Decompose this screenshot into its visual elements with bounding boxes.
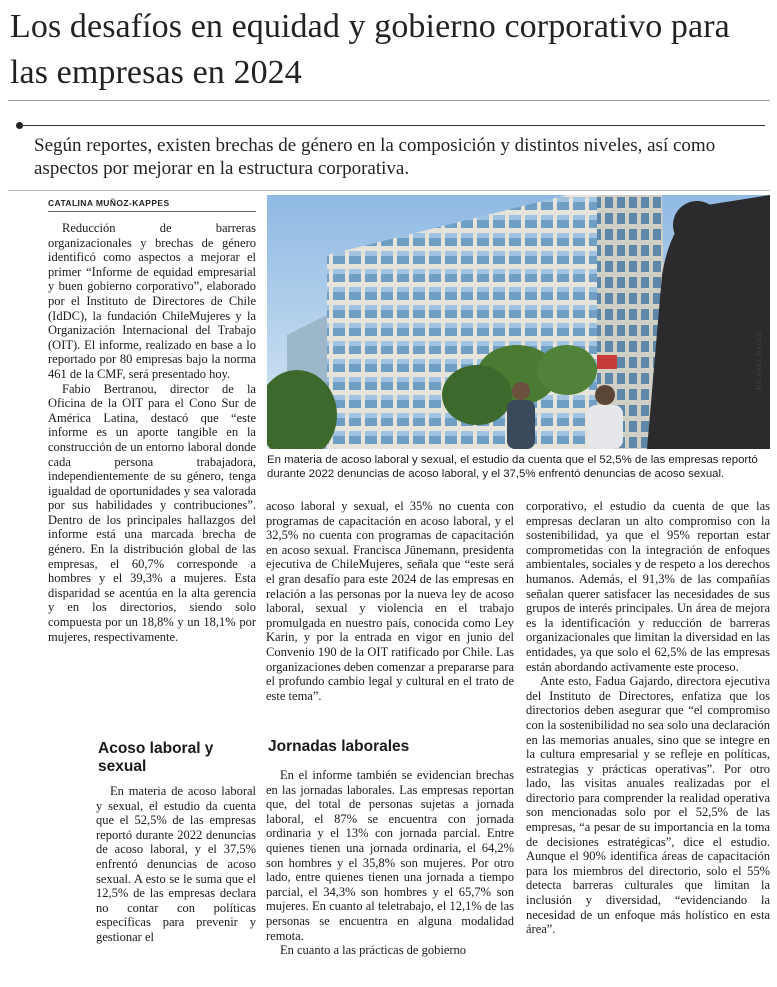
column-2-lower bbox=[266, 768, 514, 958]
byline: CATALINA MUÑOZ-KAPPES bbox=[48, 198, 256, 212]
column-3-paragraph: corporativo, el estudio da cuenta de que las empresas declaran un alto compromiso con la sostenibilidad, ya que el 95% reportan estar comprometidas con la integración de enfoques ambientales, sociales y de respeto a los derechos humanos. Además, el 91,3% de las compañías señalan querer satisfacer las necesidades de sus grupos de interés principales. Un área de mejora es la identificación y reducción de barreras organizacionales que limitan la diversidad en las entidades, ya que solo el 62,5% de las empresas están abordando activamente este proceso. bbox=[526, 499, 770, 674]
column-1-lower bbox=[96, 784, 256, 945]
deck: Según reportes, existen brechas de género en la composición y distintos niveles, así como aspectos por mejorar en la estructura corporativa. bbox=[34, 135, 716, 179]
column-1-lower-paragraph: En materia de acoso laboral y sexual, el estudio da cuenta que el 52,5% de las empresas reportó durante 2022 denuncias de acoso laboral, y el 37,5% enfrentó denuncias de acoso sexual. A esto se le suma que el 12,5% de las empresas declara no contar con políticas específicas para prevenir y gestionar el bbox=[96, 784, 256, 944]
top-rule bbox=[8, 100, 770, 101]
subhead-jornadas: Jornadas laborales bbox=[268, 738, 410, 755]
column-1 bbox=[48, 221, 256, 644]
column-3 bbox=[526, 499, 770, 937]
photo-credit: MICHAEL NAGLE bbox=[756, 331, 763, 390]
building-illustration bbox=[267, 195, 770, 449]
column-2-lower-paragraph: En el informe también se evidencian brechas en las jornadas laborales. Las empresas reportan que, del total de personas sujetas a jornada laboral, el 87% se encuentra con jornada ordinaria y el 13% con jornada parcial. Entre quienes tienen una jornada ordinaria, el 64,2% son hombres y el 35,8% son mujeres. Por otro lado, entre quienes tienen una jornada a tiempo parcial, el 34,3% son hombres y el 65,7% son mujeres. En cuanto al teletrabajo, el 12,1% de las personas se encuentra en alguna modalidad remota. bbox=[266, 768, 514, 943]
headline: Los desafíos en equidad y gobierno corporativo para las empresas en 2024 bbox=[10, 8, 730, 91]
column-1-paragraph: Fabio Bertranou, director de la Oficina de la OIT para el Cono Sur de América Latina, destacó que “este informe es un aporte tangible en la construcción de un entorno laboral donde cada persona trabajadora, independientemente de su género, tenga igualdad de oportunidades y sea valorada por sus habilidades y contribuciones”. Dentro de los principales hallazgos del informe está una marcada brecha de género. En la distribución global de las empresas, el 60,7% corresponde a hombres y el 39,3% a mujeres. Esta disparidad se acentúa en la alta gerencia y en los directorios, siendo solo compuesta por un 18,8% y un 18,1% por mujeres, respectivamente. bbox=[48, 381, 256, 644]
column-2-lower-paragraph: En cuanto a las prácticas de gobierno bbox=[280, 943, 467, 958]
column-1-paragraph: Reducción de barreras organizacionales y brechas de género identificó como aspectos a mejorar el primer “Informe de equidad empresarial y buen gobierno corporativo”, elaborado por el Instituto de Directores de Chile (IdDC), la fundación ChileMujeres y la Organización Internacional del Trabajo (OIT). El informe, realizado en base a lo reportado por 80 empresas bajo la norma 461 de la CMF, será presentado hoy. bbox=[48, 221, 256, 381]
column-2-paragraph: acoso laboral y sexual, el 35% no cuenta con programas de capacitación en acoso laboral, y el 32,5% no cuenta con programas de capacitación en acoso sexual. Francisca Jünemann, presidenta ejecutiva de ChileMujeres, señala que “este será el gran desafío para este 2024 de las empresas en relación a las personas por la nueva ley de acoso laboral, sexual y violencia en el trabajo promulgada en nuestro país, conocida como Ley Karin, y por la entrada en vigor en junio del Convenio 190 de la OIT ratificado por Chile. Las organizaciones deben comenzar a prepararse para el profundo cambio legal y cultural en el trato de este tema”. bbox=[266, 499, 514, 703]
subhead-acoso: Acoso laboral y sexual bbox=[98, 740, 214, 775]
deck-bottom-rule bbox=[8, 190, 770, 191]
news-photo bbox=[267, 195, 770, 449]
column-3-paragraph: Ante esto, Fadua Gajardo, directora ejecutiva del Instituto de Directores, enfatiza que los directorios deben asegurar que “el compromiso con la sostenibilidad no sea solo una declaración en las memorias anuales, sino que se integre en la cultura empresarial y se refleje en políticas, estrategias y prácticas operativas”. Por otro lado, las visitas anuales realizadas por el directorio para comprender la realidad operativa son mencionadas solo por el 52,5% de las empresas, “a pesar de su importancia en la toma de decisiones estratégicas”, dice el estudio. Aunque el 90% identifica áreas de capacitación para los miembros del directorio, solo el 55% detecta barreras culturales que limitan la inclusión y diversidad, “evidenciando la necesidad de un enfoque más holístico en esta área”. bbox=[526, 674, 770, 937]
column-2 bbox=[266, 499, 514, 703]
photo-caption: En materia de acoso laboral y sexual, el estudio da cuenta que el 52,5% de las empresas reportó durante 2022 denuncias de acoso laboral, y el 37,5% enfrentó denuncias de acoso sexual. bbox=[267, 454, 758, 480]
deck-rule bbox=[20, 125, 765, 126]
